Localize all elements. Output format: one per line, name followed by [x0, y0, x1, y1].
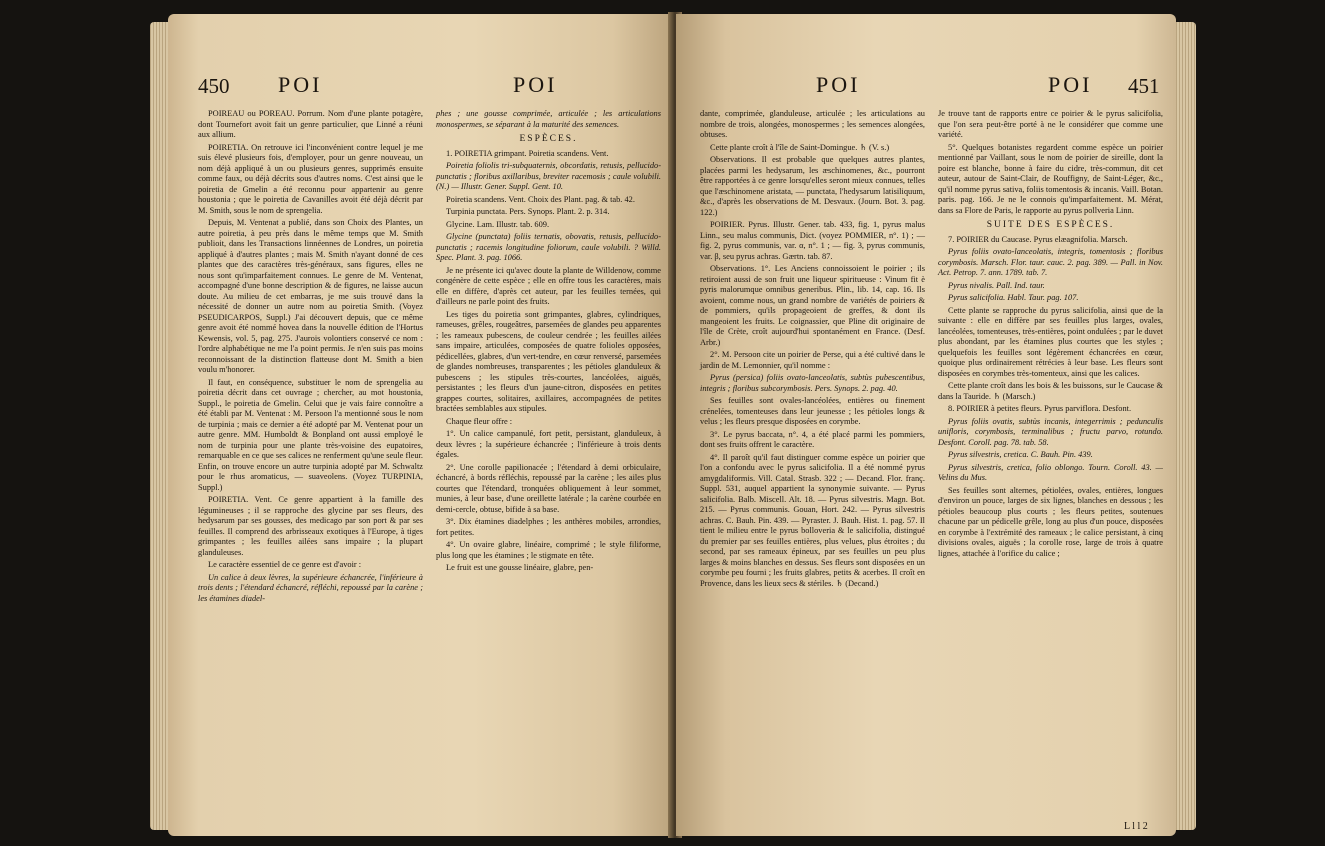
paragraph: POIRETIA. Vent. Ce genre appartient à la famille des légumineuses ; il se rapproche des glycine par ses fleurs, des hedysarum par ses gousses, des medicago par son port & par ses feuilles. Il comprend des arbrisseaux exotiques à l'Europe, à tiges grimpantes ; les feuilles ailées sans impaire ; la plupart glanduleuses.	[198, 495, 423, 557]
paragraph: POIREAU ou POREAU. Porrum. Nom d'une plante potagère, dont Tournefort avoit fait un genre particulier, que Linné a réuni aux allium.	[198, 109, 423, 139]
paragraph: Turpinia punctata. Pers. Synops. Plant. 2. p. 314.	[446, 207, 610, 216]
paragraph: Pyrus (persica) foliis ovato-lanceolatis, subtùs pubescentibus, integris ; floribus subcorymbosis. Pers. Synops. 2. pag. 40.	[700, 373, 925, 393]
paragraph: Il faut, en conséquence, substituer le nom de sprengelia au poiretia décrit dans cet ouvrage ; chercher, au mot houstonia, Suppl., le poiretia de Gmelin. Celui que je vais faire connoître a été établi par M. Ventenat : M. Persoon l'a mentionné sous le nom de turpinia ; mais ce dernier a été adopté par M. Ventenat pour un autre genre. MM. Humboldt & Bonpland ont aussi employé le nom de turpinia pour une plante très-voisine des eupatoires, remarquable en ce que ses calices ne renferment qu'une seule fleur. Enfin, on trouve encore un autre turpinia adopté par M. Schwaltz pour le rhus aromaticus, — suaveolens. (Voyez TURPINIA, Suppl.)	[198, 377, 423, 492]
left-page	[168, 14, 673, 836]
text-column-left	[198, 109, 423, 606]
paragraph: Je trouve tant de rapports entre ce poirier & le pyrus salicifolia, que l'on sera peut-être porté à ne le considérer que comme une variété.	[938, 109, 1163, 139]
paragraph: Observations. Il est probable que quelques autres plantes, placées parmi les hedysarum, les æschinomenes, &c., pourront être rapportées à ce genre lorsqu'elles seront mieux connues, telles que l'æschinomene aristata, — punctata, l'hedysarum latisiliquum, &c., d'après les observations de M. Desvaux. (Journ. Bot. 3. pag. 122.)	[700, 155, 925, 217]
paragraph: 3°. Le pyrus baccata, n°. 4, a été placé parmi les pommiers, dont ses fruits offrent le caractère.	[700, 429, 925, 449]
right-page-edge	[1174, 22, 1196, 830]
paragraph: Chaque fleur offre :	[446, 416, 513, 426]
section-heading: ESPÈCES.	[519, 134, 578, 144]
paragraph: 2°. M. Persoon cite un poirier de Perse, qui a été cultivé dans le jardin de M. Lemonnier, qu'il nomme :	[700, 350, 925, 370]
paragraph: Pyrus nivalis. Pall. Ind. taur.	[948, 280, 1045, 290]
paragraph: phes ; une gousse comprimée, articulée ; les articulations monospermes, se séparant à la maturité des semences.	[436, 109, 661, 129]
page-number: 451	[1128, 74, 1160, 98]
text-column-right	[938, 109, 1163, 561]
paragraph: 3°. Dix étamines diadelphes ; les anthères mobiles, arrondies, fort petites.	[436, 517, 661, 537]
section-heading: SUITE DES ESPÈCES.	[986, 220, 1115, 230]
paragraph: Le caractère essentiel de ce genre est d'avoir :	[208, 560, 362, 569]
text-column-left	[700, 109, 925, 591]
paragraph: Pyrus foliis ovatis, subtùs incanis, integerrimis ; pedunculis unifloris, corymbosis, terminalibus ; fructu parvo, rotundo. Desfont. Coroll. pag. 78. tab. 58.	[938, 416, 1163, 447]
paragraph: Ses feuilles sont alternes, pétiolées, ovales, entières, longues d'environ un pouce, larges de six lignes, blanches en dessous ; les pétioles beaucoup plus courts ; les fleurs petites, soutenues chacune par un pédicelle grêle, long au plus d'un pouce, disposées en corymbe à l'extrémité des rameaux ; le calice persistant, à cinq divisions ovales, aiguës ; la corolle rose, large de trois à quatre lignes, attachée à l'orifice du calice ;	[938, 485, 1163, 558]
paragraph: 1°. Un calice campanulé, fort petit, persistant, glanduleux, à deux lèvres ; la supérieure échancrée ; l'inférieure à trois dents égales.	[436, 429, 661, 459]
running-header: POI	[278, 72, 323, 97]
paragraph: 4°. Il paroît qu'il faut distinguer comme espèce un poirier que l'on a confondu avec le pyrus salicifolia. Il a été nommé pyrus amygdaliformis. Vill. Catal. Strasb. 322 ; — Decand. Flor. franç. Suppl. 531, auquel appartient la synonymie suivante. — Pyrus salicifolia. Balb. Miscell. Alt. 18. — Pyrus silvestris. Magn. Bot. 215. — Pyrus communis. Gouan, Hort. 242. — Pyrus silvestris achras. C. Bauh. Pin. 439. — Pyraster. J. Bauh. Hist. 1. pag. 57. Il tient le milieu entre le pyrus bolloveria & le salicifolia, distingué du premier par ses feuilles entières, plus velues, plus étroites ; du second, par ses rameaux épineux, par ses feuilles un peu plus larges & moins blanches en dessus. Ses fleurs sont disposées en un corymbe peu fourni ; les fruits glabres, petits & acerbes. Il croît en Provence, dans les lieux secs & stériles. ♄ (Decand.)	[700, 452, 925, 588]
paragraph: Cette plante se rapproche du pyrus salicifolia, ainsi que de la suivante : elle en diffère par ses feuilles plus larges, ovales, lancéolées, tomenteuses, très-entières, point ondulées ; par le duvet plus abondant, par les étamines plus courtes que les styles ; quelquefois les feuilles sont légèrement échancrées en cœur, quoique plus ordinairement rétrécies à leur base. Les fleurs sont disposées en corymbes très-tomenteux, ainsi que les calices.	[938, 305, 1163, 378]
running-header: POI	[816, 72, 861, 97]
running-header: POI	[1048, 72, 1093, 97]
left-page-edge	[150, 22, 170, 830]
paragraph: Pyrus silvestris, cretica, folio oblongo. Tourn. Coroll. 43. — Velins du Mus.	[938, 462, 1163, 482]
paragraph: dante, comprimée, glanduleuse, articulée ; les articulations au nombre de trois, alongées, monospermes ; les semences alongées, obtuses.	[700, 109, 925, 139]
paragraph: Ses feuilles sont ovales-lancéolées, entières ou finement crénelées, tomenteuses dans leur jeunesse ; les pétioles longs & velus ; les fleurs presque disposées en corymbe.	[700, 396, 925, 426]
paragraph: Cette plante croît dans les bois & les buissons, sur le Caucase & dans la Tauride. ♄ (Marsch.)	[938, 381, 1163, 401]
paragraph: 5°. Quelques botanistes regardent comme espèce un poirier mentionné par Vaillant, sous le nom de poirier de sireille, dont la poire est blanche, bonne à faire du cidre, très-commun, dit cet auteur, autour de Saint-Clair, de Rouffigny, de Saint-Léger, &c., qu'il nomme pyrus sativa, foliis tomentosis & incanis. Vaill. Botan. paris. pag. 166. Je ne le connois qu'imparfaitement. M. Mérat, dans sa Flore de Paris, le rapporte au pyrus pollveria Linn.	[938, 142, 1163, 215]
signature-mark: L l l 2	[1124, 821, 1148, 832]
paragraph: Observations. 1°. Les Anciens connoissoient le poirier ; ils retiroient aussi de son fruit une liqueur spiritueuse : Vinum fit è pyris malorumque omnibus generibus. Plin., lib. 14, cap. 16. Ils avoient, comme nous, un grand nombre de variétés de poiriers & de pommiers, qu'ils propageoient de greffes, & dont ils mangeoient les fruits. Le coignassier, que Pline dit originaire de l'île de Crète, croît aujourd'hui spontanément en France. (Desf. Arbr.)	[700, 264, 925, 347]
paragraph: Glycine (punctata) foliis ternatis, obovatis, retusis, pellucido-punctatis ; racemis longitudine foliorum, caule volubili. ? Willd. Spec. Plant. 3. pag. 1066.	[436, 232, 661, 262]
paragraph: Un calice à deux lèvres, la supérieure échancrée, l'inférieure à trois dents ; l'étendard échancré, réfléchi, repoussé par la carène ; les étamines diadel-	[198, 572, 423, 603]
paragraph: Pyrus silvestris, cretica. C. Bauh. Pin. 439.	[948, 450, 1093, 459]
paragraph: 4°. Un ovaire glabre, linéaire, comprimé ; le style filiforme, plus long que les étamines ; le stigmate en tête.	[436, 540, 661, 560]
paragraph: Glycine. Lam. Illustr. tab. 609.	[446, 219, 550, 229]
paragraph: 2°. Une corolle papilionacée ; l'étendard à demi orbiculaire, échancré, à bords réfléchis, repoussé par la carène ; les ailes plus courtes que l'étendard, tronquées obliquement à leur sommet, munies, à leur base, d'une oreillette latérale ; la carène courbée en demi-cercle, obtuse, bifide à sa base.	[436, 462, 661, 514]
paragraph: Depuis, M. Ventenat a publié, dans son Choix des Plantes, un autre poiretia, à peu près dans le même temps que M. Smith publioit, dans les Transactions linnéennes de Londres, un poiretia appliqué à d'autres plantes ; mais M. Smith n'ayant donné de ces plantes que des caractères très-généraux, sans figures, elles ne nous sont qu'imparfaitement connues. Le genre de M. Ventenat, accompagné d'une bonne description & de figures, ne laisse aucun doute. Au milieu de cet embarras, je me suis trouvé dans la nécessité de donner un autre nom au poiretia Smith. (Voyez PSEUDICARPOS, Suppl.) J'ai découvert depuis, que ce même genre avoit été nommé hovea dans la nouvelle édition de l'Hortus Kewensis, vol. 5, pag. 275. J'aurois volontiers conservé ce nom : l'ordre alphabétique ne me l'a point permis. Je n'en suis pas moins reconnoissant de la distinction flatteuse dont M. Smith a bien voulu m'honorer.	[198, 218, 423, 374]
paragraph: Poiretia foliolis tri-subquaternis, obcordatis, retusis, pellucido-punctatis ; floribus axillaribus, breviter racemosis ; caule volubili. (N.) — Illustr. Gener. Suppl. Gent. 10.	[436, 161, 661, 191]
running-header: POI	[513, 72, 558, 97]
paragraph: Le fruit est une gousse linéaire, glabre, pen-	[446, 563, 594, 572]
paragraph: 7. POIRIER du Caucase. Pyrus elæagnifolia. Marsch.	[948, 234, 1128, 244]
right-page	[676, 14, 1176, 836]
page-number: 450	[198, 74, 230, 98]
text-column-right	[436, 109, 661, 576]
paragraph: POIRETIA. On retrouve ici l'inconvénient contre lequel je me suis élevé plusieurs fois, d'employer, pour un genre nouveau, un nom déjà appliqué à un ou plusieurs genres, supprimés ensuite comme faux, ou déjà décrits sous d'autres noms. C'est ainsi que le poiretia de Gmelin a été reconnu pour appartenir au genre houstonia ; que le poiretia de Cavanilles avoit été déjà décrit par M. Smith, sous le nom de sprengelia.	[198, 142, 423, 215]
paragraph: 1. POIRETIA grimpant. Poiretia scandens. Vent.	[446, 148, 609, 158]
paragraph: POIRIER. Pyrus. Illustr. Gener. tab. 433, fig. 1, pyrus malus Linn., seu malus communis, Dict. (voyez POMMIER, n°. 1) ; — fig. 2, pyrus communis, var. α, n°. 1 ; — fig. 3, pyrus communis, var. β, seu pyrus achras. Gærtn. tab. 87.	[700, 220, 925, 261]
paragraph: Cette plante croît à l'île de Saint-Domingue. ♄ (V. s.)	[710, 142, 890, 152]
paragraph: Poiretia scandens. Vent. Choix des Plant. pag. & tab. 42.	[446, 194, 635, 204]
paragraph: Les tiges du poiretia sont grimpantes, glabres, cylindriques, rameuses, grêles, rougeâtres, parsemées de glandes peu apparentes ; les rameaux pubescens, de couleur cendrée ; les feuilles ailées sans impaire, articulées, composées de quatre folioles opposées, pédicellées, glabres, d'un vert-tendre, en cœur renversé, parsemées de glandes nombreuses, transparentes ; les pétioles glanduleux & pubescens ; les stipules très-courtes, lancéolées, aiguës, persistantes ; les fleurs d'un jaune-citron, disposées en petites grappes courtes, solitaires, axillaires, accompagnées de petites bractées semblables aux stipules.	[436, 309, 661, 413]
paragraph: Pyrus foliis ovato-lanceolatis, integris, tomentosis ; floribus corymbosis. Marsch. Flor. taur. cauc. 2. pag. 389. — Pall. in Nov. Act. Petrop. 7. ann. 1789. tab. 7.	[938, 247, 1163, 277]
paragraph: Je ne présente ici qu'avec doute la plante de Willdenow, comme congénère de cette espèce ; elle en offre tous les caractères, mais elle en diffère, d'après cet auteur, par les feuilles ternées, qui d'ailleurs ne parle point des fruits.	[436, 265, 661, 306]
paragraph: Pyrus salicifolia. Habl. Taur. pag. 107.	[948, 293, 1079, 302]
paragraph: 8. POIRIER à petites fleurs. Pyrus parviflora. Desfont.	[948, 404, 1132, 413]
